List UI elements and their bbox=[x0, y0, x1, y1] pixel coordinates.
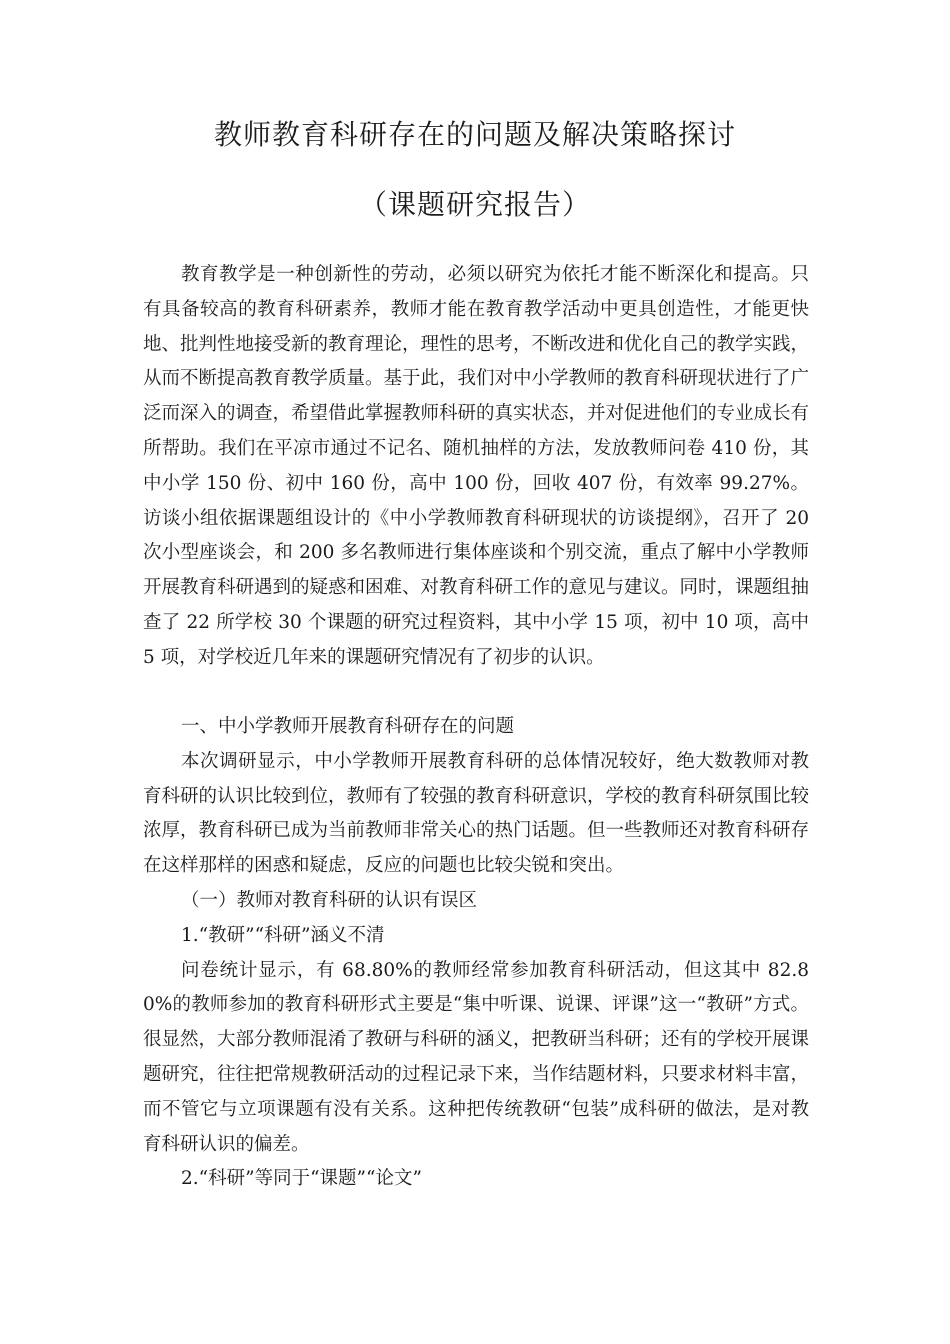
item-paragraph-1: 问卷统计显示，有 68.80%的教师经常参加教育科研活动，但这其中 82.80%的教师参加的教育科研形式主要是“集中听课、说课、评课”这一“教研”方式。很显然，大部分教师混淆了教研与科研的涵义，把教研当科研；还有的学校开展课题研究，往往把常规教研活动的过程记录下来，当作结题材料，只要求材料丰富，而不管它与立项课题有没有关系。这种把传统教研“包装”成科研的做法，是对教育科研认识的偏差。 bbox=[143, 959, 810, 1155]
document-subtitle: （课题研究报告） bbox=[358, 188, 591, 221]
intro-paragraph: 教育教学是一种创新性的劳动，必须以研究为依托才能不断深化和提高。只有具备较高的教育科研素养，教师才能在教育教学活动中更具创造性，才能更快地、批判性地接受新的教育理论，理性的思考，不断改进和优化自己的教学实践，从而不断提高教育教学质量。基于此，我们对中小学教师的教育科研现状进行了广泛而深入的调查，希望借此掌握教师科研的真实状态，并对促进他们的专业成长有所帮助。我们在平凉市通过不记名、随机抽样的方法，发放教师问卷 410 份，其中小学 150 份、初中 160 份，高中 100 份，回收 407 份，有效率 99.27%。访谈小组依据课题组设计的《中小学教师教育科研现状的访谈提纲》，召开了 20 次小型座谈会，和 200 多名教师进行集体座谈和个别交流，重点了解中小学教师开展教育科研遇到的疑惑和困难、对教育科研工作的意见与建议。同时，课题组抽查了 22 所学校 30 个课题的研究过程资料，其中小学 15 项，初中 10 项，高中 5 项，对学校近几年来的课题研究情况有了初步的认识。 bbox=[143, 264, 810, 668]
document-body bbox=[143, 258, 809, 1197]
section-paragraph: 本次调研显示，中小学教师开展教育科研的总体情况较好，绝大数教师对教育科研的认识比较到位，教师有了较强的教育科研意识，学校的教育科研氛围比较浓厚，教育科研已成为当前教师非常关心的热门话题。但一些教师还对教育科研存在这样那样的困惑和疑虑，反应的问题也比较尖锐和突出。 bbox=[143, 750, 810, 877]
subsection-heading: （一）教师对教育科研的认识有误区 bbox=[181, 889, 478, 911]
item-heading-1: 1.“教研”“科研”涵义不清 bbox=[181, 924, 385, 946]
section-heading: 一、中小学教师开展教育科研存在的问题 bbox=[181, 716, 515, 737]
item-heading-2: 2.“科研”等同于“课题”“论文” bbox=[181, 1168, 422, 1190]
document-title: 教师教育科研存在的问题及解决策略探讨 bbox=[213, 118, 736, 151]
